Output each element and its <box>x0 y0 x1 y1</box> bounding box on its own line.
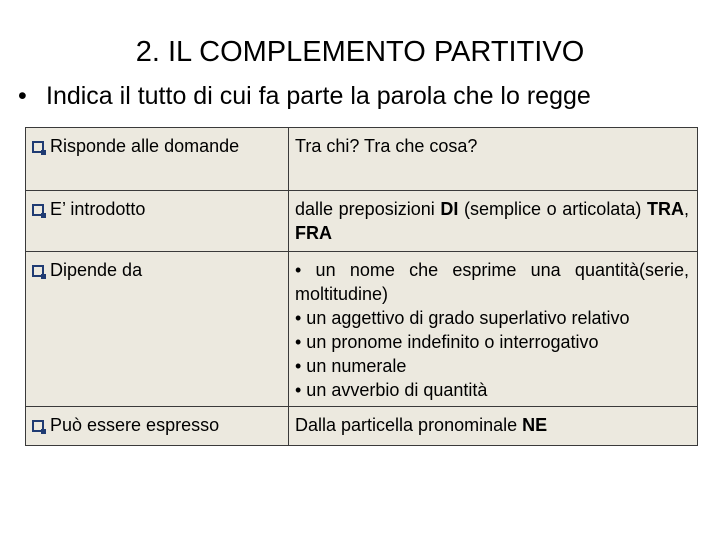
definition-table <box>25 127 698 446</box>
intro-bullet <box>18 80 708 112</box>
row-value-text: (semplice o articolata) <box>458 199 647 219</box>
row-value-cell <box>289 191 698 252</box>
row-label: E’ introdotto <box>50 199 146 219</box>
row-value-text: Dalla particella pronominale <box>295 415 523 435</box>
list-item: • un numerale <box>295 356 407 376</box>
checkbox-bullet-icon <box>32 204 44 216</box>
row-value-cell <box>289 407 698 446</box>
bullet-dot-icon: • <box>18 82 27 110</box>
table-row <box>26 252 698 407</box>
checkbox-bullet-icon <box>32 420 44 432</box>
table-row <box>26 407 698 446</box>
row-label-cell <box>26 407 289 446</box>
row-value-cell <box>289 252 698 407</box>
row-label-cell <box>26 252 289 407</box>
row-label-cell <box>26 128 289 191</box>
row-value-keyword: TRA <box>646 199 684 219</box>
row-value-keyword: FRA <box>295 223 332 243</box>
row-value: Tra chi? Tra che cosa? <box>295 136 478 156</box>
row-label: Dipende da <box>50 260 143 280</box>
row-label: Può essere espresso <box>50 415 220 435</box>
list-item: • un pronome indefinito o interrogativo <box>295 332 599 352</box>
slide-title: 2. IL COMPLEMENTO PARTITIVO <box>135 36 585 68</box>
row-value-keyword: DI <box>440 199 459 219</box>
row-value-keyword: NE <box>522 415 548 435</box>
checkbox-bullet-icon <box>32 141 44 153</box>
row-label: Risponde alle domande <box>50 136 240 156</box>
checkbox-bullet-icon <box>32 265 44 277</box>
table-row <box>26 128 698 191</box>
row-value-text: dalle preposizioni <box>295 199 441 219</box>
intro-bullet-text: Indica il tutto di cui fa parte la parola che lo regge <box>46 82 591 110</box>
table-row <box>26 191 698 252</box>
list-item: • un aggettivo di grado superlativo relativo <box>295 308 630 328</box>
row-value-text: , <box>683 199 689 219</box>
row-value-cell <box>289 128 698 191</box>
list-item: • un nome che esprime una quantità(serie, moltitudine) <box>295 260 689 304</box>
list-item: • un avverbio di quantità <box>295 380 488 400</box>
row-label-cell <box>26 191 289 252</box>
